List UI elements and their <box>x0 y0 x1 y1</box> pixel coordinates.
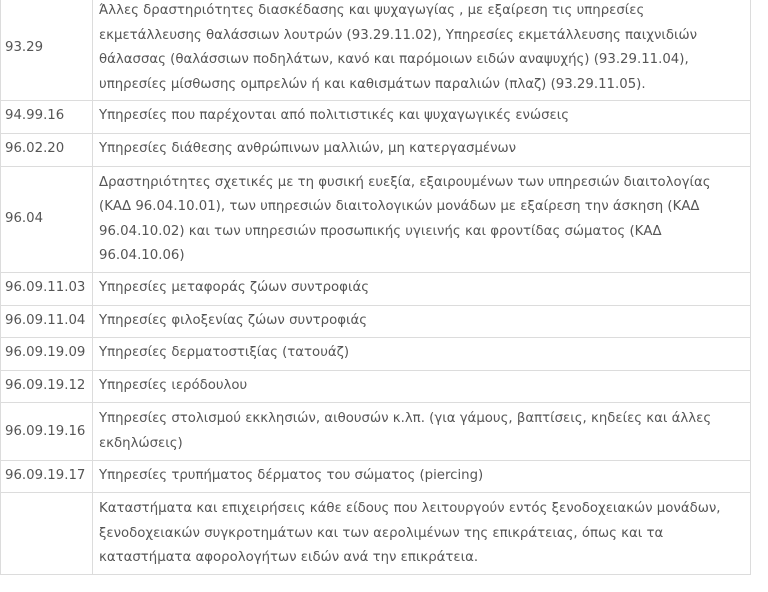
activity-code-cell: 96.09.19.12 <box>1 370 93 403</box>
activity-description-cell: Άλλες δραστηριότητες διασκέδασης και ψυχαγωγίας , με εξαίρεση τις υπηρεσίες εκμετάλλευσης θαλάσσιων λουτρών (93.29.11.02), Υπηρεσίες εκμετάλλευσης παιχνιδιών θάλασσας (θαλάσσιων ποδηλάτων, κανό και παρόμοιων ειδών αναψυχής) (93.29.11.04), υπηρεσίες μίσθωσης ομπρελών ή και καθισμάτων παραλιών (πλαζ) (93.29.11.05). <box>93 0 751 101</box>
activity-code-cell: 96.09.19.16 <box>1 403 93 460</box>
table-row <box>1 166 751 272</box>
activity-code-cell: 93.29 <box>1 0 93 101</box>
activity-code-cell: 96.02.20 <box>1 133 93 166</box>
activity-description-cell: Υπηρεσίες μεταφοράς ζώων συντροφιάς <box>93 272 751 305</box>
table-row <box>1 460 751 493</box>
activity-code-cell: 96.04 <box>1 166 93 272</box>
activity-description-cell: Υπηρεσίες τρυπήματος δέρματος του σώματος (piercing) <box>93 460 751 493</box>
activity-code-cell <box>1 493 93 575</box>
table-row <box>1 272 751 305</box>
activity-code-cell: 96.09.19.17 <box>1 460 93 493</box>
table-body <box>1 0 751 574</box>
activity-description-cell: Υπηρεσίες που παρέχονται από πολιτιστικές και ψυχαγωγικές ενώσεις <box>93 101 751 134</box>
activity-description-cell: Υπηρεσίες διάθεσης ανθρώπινων μαλλιών, μη κατεργασμένων <box>93 133 751 166</box>
table-row <box>1 493 751 575</box>
activity-code-cell: 96.09.11.04 <box>1 305 93 338</box>
table-row <box>1 338 751 371</box>
table-row <box>1 305 751 338</box>
activity-code-cell: 96.09.19.09 <box>1 338 93 371</box>
table-row <box>1 0 751 101</box>
activity-description-cell: Υπηρεσίες στολισμού εκκλησιών, αιθουσών κ.λπ. (για γάμους, βαπτίσεις, κηδείες και άλλες εκδηλώσεις) <box>93 403 751 460</box>
activity-description-cell: Υπηρεσίες ιερόδουλου <box>93 370 751 403</box>
table-row <box>1 133 751 166</box>
activity-description-cell: Καταστήματα και επιχειρήσεις κάθε είδους που λειτουργούν εντός ξενοδοχειακών μονάδων, ξενοδοχειακών συγκροτημάτων και των αερολιμένων της επικράτειας, όπως και τα καταστήματα αφορολογήτων ειδών ανά την επικράτεια. <box>93 493 751 575</box>
activity-description-cell: Δραστηριότητες σχετικές με τη φυσική ευεξία, εξαιρουμένων των υπηρεσιών διαιτολογίας (ΚΑΔ 96.04.10.01), των υπηρεσιών διαιτολογικών μονάδων με εξαίρεση την άσκηση (ΚΑΔ 96.04.10.02) και των υπηρεσιών προσωπικής υγιεινής και φροντίδας σώματος (ΚΑΔ 96.04.10.06) <box>93 166 751 272</box>
table-row <box>1 370 751 403</box>
table-row <box>1 403 751 460</box>
activity-description-cell: Υπηρεσίες δερματοστιξίας (τατουάζ) <box>93 338 751 371</box>
activity-description-cell: Υπηρεσίες φιλοξενίας ζώων συντροφιάς <box>93 305 751 338</box>
activity-code-cell: 96.09.11.03 <box>1 272 93 305</box>
table-row <box>1 101 751 134</box>
activity-code-cell: 94.99.16 <box>1 101 93 134</box>
